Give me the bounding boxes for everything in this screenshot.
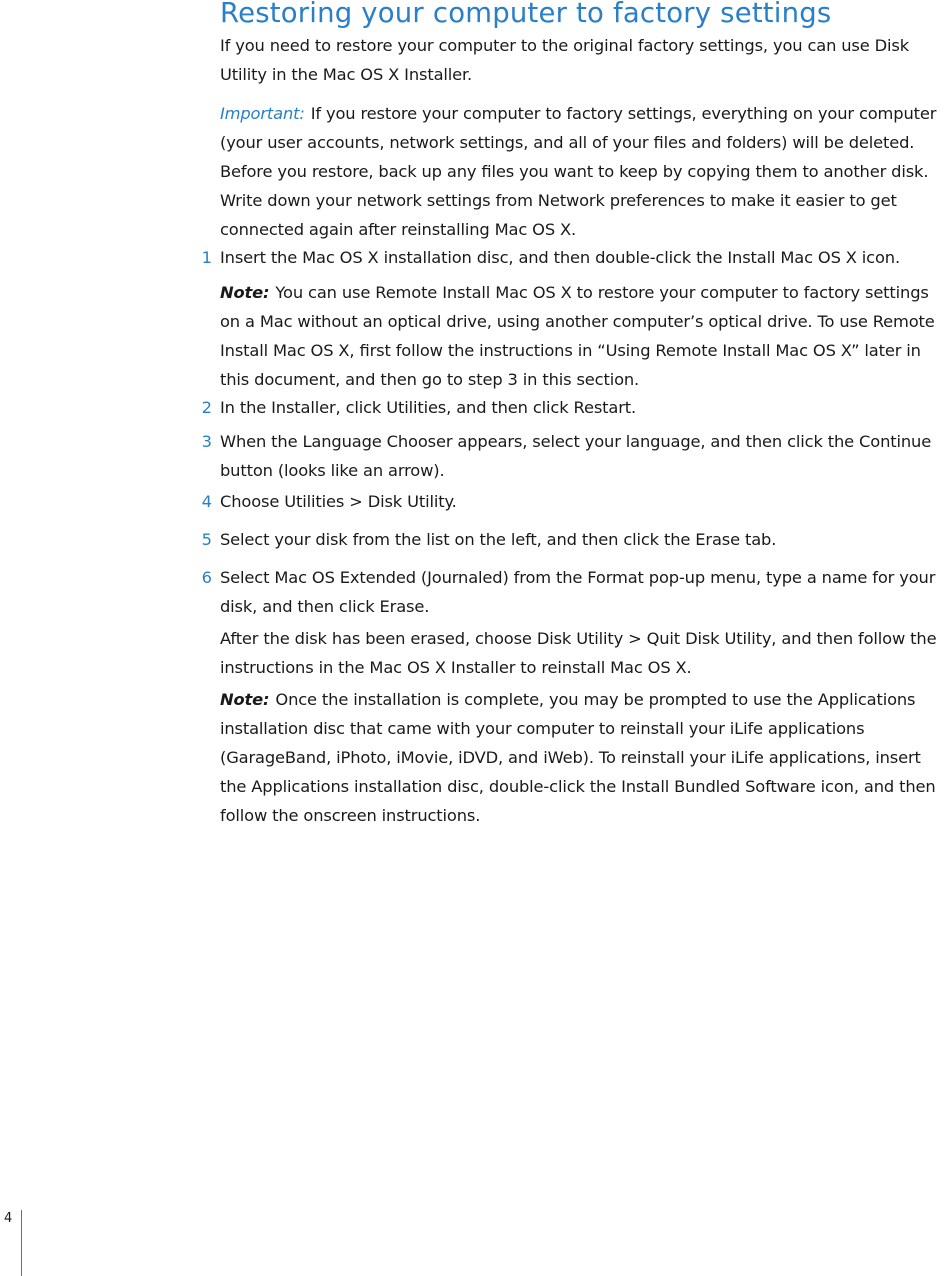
step-number: 3 (201, 432, 212, 451)
step-text: Insert the Mac OS X installation disc, and then double-click the Install Mac OS X icon. (220, 248, 900, 267)
step-number: 5 (201, 530, 212, 549)
intro-paragraph: If you need to restore your computer to the original factory settings, you can use Disk Utility in the Mac OS X Installer. (220, 36, 910, 84)
note-paragraph (220, 685, 948, 830)
page-number: 4 (4, 1211, 13, 1226)
step-text: Select Mac OS Extended (Journaled) from the Format pop-up menu, type a name for your disk, and then click Erase. (220, 568, 936, 616)
section-title: Restoring your computer to factory settings (220, 0, 832, 29)
note-text: You can use Remote Install Mac OS X to restore your computer to factory settings on a Mac without an optical drive, using another computer’s optical drive. To use Remote Install Mac OS X, ﬁrst follow the instructions in “Using Remote Install Mac OS X” later in this document, and then go to step 3 in this section. (220, 283, 935, 389)
note-text: Once the installation is complete, you may be prompted to use the Applications installation disc that came with your computer to reinstall your iLife applications (GarageBand, iPhoto, iMovie, iDVD, and iWeb). To reinstall your iLife applications, insert the Applications installation disc, double-click the Install Bundled Software icon, and then follow the onscreen instructions. (220, 690, 936, 825)
step-text: In the Installer, click Utilities, and then click Restart. (220, 398, 637, 417)
step-number: 1 (201, 248, 212, 267)
step-text: When the Language Chooser appears, select your language, and then click the Continue button (looks like an arrow). (220, 432, 932, 480)
footer-divider (21, 1210, 22, 1276)
note-label: Note: (220, 283, 270, 302)
step-text: Select your disk from the list on the left, and then click the Erase tab. (220, 530, 777, 549)
step-number: 6 (201, 568, 212, 587)
note-label: Note: (220, 690, 270, 709)
important-text: If you restore your computer to factory settings, everything on your computer (your user accounts, network settings, and all of your ﬁles and folders) will be deleted. Before you restore, back up any ﬁles you want to keep by copying them to another disk. Write down your network settings from Network preferences to make it easier to get connected again after reinstalling Mac OS X. (220, 104, 937, 239)
note-paragraph (220, 278, 948, 394)
important-label: Important: (220, 104, 305, 123)
after-erase-paragraph: After the disk has been erased, choose Disk Utility > Quit Disk Utility, and then follow the instructions in the Mac OS X Installer to reinstall Mac OS X. (220, 629, 937, 677)
step-number: 4 (201, 492, 212, 511)
step-number: 2 (201, 398, 212, 417)
step-text: Choose Utilities > Disk Utility. (220, 492, 457, 511)
important-paragraph (220, 99, 948, 244)
